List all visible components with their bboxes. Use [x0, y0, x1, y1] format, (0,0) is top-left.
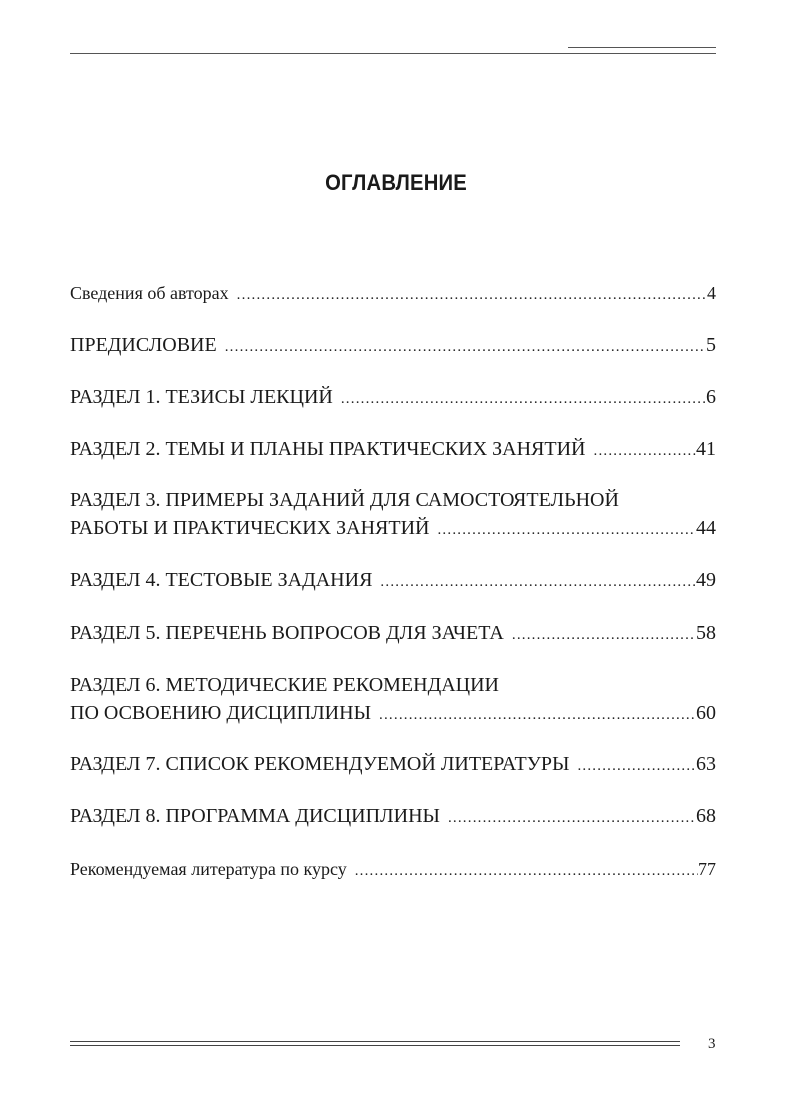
toc-page-number: 68	[696, 805, 716, 827]
toc-page-number: 5	[706, 334, 716, 356]
toc-entry[interactable]	[70, 435, 716, 463]
toc-entry-title: РАЗДЕЛ 7. СПИСОК РЕКОМЕНДУЕМОЙ ЛИТЕРАТУРЫ	[70, 753, 570, 775]
toc-leader-dots	[379, 701, 696, 729]
toc-page-number: 77	[698, 859, 716, 879]
toc-leader-dots	[437, 516, 696, 544]
toc-page-number: 41	[696, 438, 716, 460]
toc-entry-title: Рекомендуемая литература по курсу	[70, 859, 347, 879]
toc-entry[interactable]	[70, 383, 716, 411]
footer-rule-second	[70, 1045, 680, 1046]
toc-entry-title-continued: ПО ОСВОЕНИЮ ДИСЦИПЛИНЫ	[70, 702, 372, 724]
toc-leader-dots	[225, 333, 706, 361]
toc-page-number: 63	[696, 753, 716, 775]
toc-entry-title: РАЗДЕЛ 1. ТЕЗИСЫ ЛЕКЦИЙ	[70, 386, 333, 408]
toc-entry[interactable]	[70, 486, 716, 542]
toc-entry[interactable]	[70, 279, 716, 307]
toc-entry-title: РАЗДЕЛ 6. МЕТОДИЧЕСКИЕ РЕКОМЕНДАЦИИ	[70, 674, 499, 696]
toc-leader-dots	[341, 385, 706, 413]
header-rule	[70, 53, 716, 54]
toc-entry-title: ПРЕДИСЛОВИЕ	[70, 334, 217, 356]
toc-entry-title: РАЗДЕЛ 8. ПРОГРАММА ДИСЦИПЛИНЫ	[70, 805, 440, 827]
toc-title: ОГЛАВЛЕНИЕ	[325, 170, 467, 195]
toc-entry[interactable]	[70, 566, 716, 594]
toc-entry[interactable]	[70, 855, 716, 883]
toc-leader-dots	[380, 568, 696, 596]
toc-page-number: 49	[696, 569, 716, 591]
toc-leader-dots	[577, 752, 696, 780]
page-number: 3	[708, 1036, 716, 1052]
header-rule-short-top	[568, 47, 716, 48]
footer-rule	[70, 1041, 680, 1042]
toc-page-number: 60	[696, 702, 716, 724]
toc-leader-dots	[237, 281, 707, 309]
toc-entry[interactable]	[70, 671, 716, 727]
toc-page-number: 6	[706, 386, 716, 408]
toc-entry[interactable]	[70, 750, 716, 778]
toc-page-number: 4	[707, 283, 716, 303]
toc-entry-title: РАЗДЕЛ 3. ПРИМЕРЫ ЗАДАНИЙ ДЛЯ САМОСТОЯТЕЛЬНОЙ	[70, 489, 619, 511]
toc-page-number: 58	[696, 622, 716, 644]
toc-entry-title: Сведения об авторах	[70, 283, 229, 303]
toc-leader-dots	[512, 621, 696, 649]
toc-leader-dots	[594, 437, 697, 465]
toc-entry[interactable]	[70, 619, 716, 647]
toc-entry-title: РАЗДЕЛ 2. ТЕМЫ И ПЛАНЫ ПРАКТИЧЕСКИХ ЗАНЯТИЙ	[70, 438, 586, 460]
toc-entry[interactable]	[70, 331, 716, 359]
toc-entry[interactable]	[70, 802, 716, 830]
toc-entry-title-continued: РАБОТЫ И ПРАКТИЧЕСКИХ ЗАНЯТИЙ	[70, 517, 430, 539]
toc-entry-title: РАЗДЕЛ 5. ПЕРЕЧЕНЬ ВОПРОСОВ ДЛЯ ЗАЧЕТА	[70, 622, 504, 644]
toc-entry-title: РАЗДЕЛ 4. ТЕСТОВЫЕ ЗАДАНИЯ	[70, 569, 373, 591]
toc-leader-dots	[355, 857, 698, 885]
toc-page-number: 44	[696, 517, 716, 539]
toc-leader-dots	[448, 804, 696, 832]
